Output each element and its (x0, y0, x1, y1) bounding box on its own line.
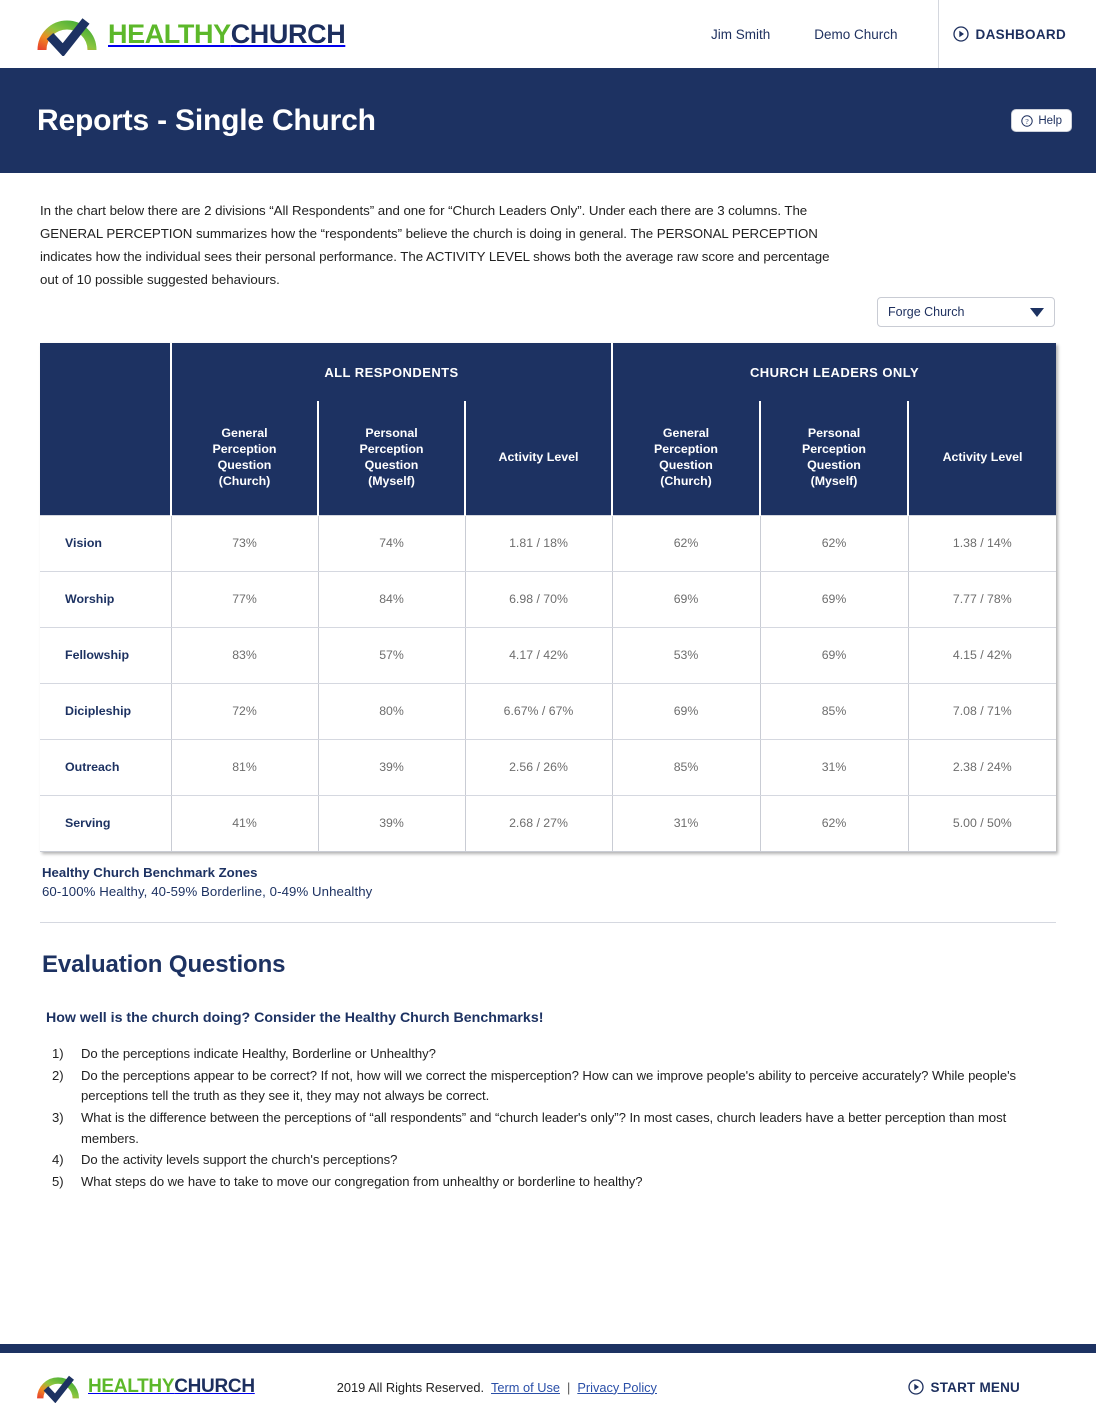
start-menu-button[interactable] (908, 1379, 1073, 1395)
start-menu-label: START MENU (930, 1379, 1020, 1395)
footer-copyright: 2019 All Rights Reserved. (336, 1379, 484, 1395)
evaluation-questions-subheading: How well is the church doing? Consider the Healthy Church Benchmarks! (46, 1009, 544, 1026)
church-select-row (40, 297, 1056, 327)
privacy-policy-link[interactable]: Privacy Policy (577, 1379, 657, 1395)
benchmark-ranges-text: 60-100% Healthy, 40-59% Borderline, 0-49% Unhealthy (42, 883, 373, 899)
brand-wordmark (108, 19, 345, 50)
subheader-all-activity-level (465, 401, 612, 515)
footer-brand-word-church: CHURCH (174, 1376, 255, 1397)
cell-vision-all-activity: 1.81 / 18% (465, 515, 612, 571)
subheader-line-1: General (662, 426, 710, 441)
row-label-serving: Serving (40, 795, 171, 851)
cell-serving-leaders-personal: 62% (760, 795, 908, 851)
cell-dicipleship-leaders-general: 69% (612, 683, 760, 739)
row-label-fellowship: Fellowship (40, 627, 171, 683)
report-table-head (40, 343, 1056, 515)
cell-serving-all-activity: 2.68 / 27% (465, 795, 612, 851)
cell-worship-all-activity: 6.98 / 70% (465, 571, 612, 627)
page-title: Reports - Single Church (37, 103, 376, 137)
table-row (40, 627, 1056, 683)
cell-fellowship-leaders-activity: 4.15 / 42% (908, 627, 1056, 683)
list-item: What steps do we have to take to move our congregation from unhealthy or borderline to healthy? (81, 1174, 643, 1190)
table-group-header-row (40, 343, 1056, 401)
church-select-dropdown[interactable] (877, 297, 1055, 327)
subheader-leaders-general-perception (612, 401, 760, 515)
subheader-line-2: Perception (801, 442, 867, 457)
page-header-bar (0, 68, 1096, 173)
evaluation-questions-list (40, 1044, 1056, 1193)
question-mark-circle-icon (1021, 115, 1033, 127)
terms-of-use-link[interactable]: Term of Use (491, 1379, 560, 1395)
benchmark-zones-section (40, 865, 1056, 899)
cell-worship-all-general: 77% (171, 571, 318, 627)
list-item: What is the difference between the perceptions of “all respondents” and “church leader's only”? In most cases, church leaders have a better perception than most members. (81, 1110, 1007, 1146)
cell-worship-leaders-general: 69% (612, 571, 760, 627)
cell-outreach-leaders-personal: 31% (760, 739, 908, 795)
cell-vision-leaders-personal: 62% (760, 515, 908, 571)
subheader-line-2: Perception (212, 442, 277, 457)
play-circle-icon (953, 26, 969, 42)
cell-fellowship-leaders-general: 53% (612, 627, 760, 683)
cell-fellowship-leaders-personal: 69% (760, 627, 908, 683)
subheader-line-3: Question (659, 458, 713, 473)
cell-fellowship-all-personal: 57% (318, 627, 465, 683)
gauge-checkmark-logo-icon (36, 12, 98, 56)
group-header-church-leaders-only: CHURCH LEADERS ONLY (612, 343, 1056, 401)
cell-serving-leaders-activity: 5.00 / 50% (908, 795, 1056, 851)
cell-outreach-all-personal: 39% (318, 739, 465, 795)
cell-outreach-all-general: 81% (171, 739, 318, 795)
table-row (40, 571, 1056, 627)
subheader-line-1: Personal (365, 426, 418, 441)
subheader-all-personal-perception (318, 401, 465, 515)
cell-worship-all-personal: 84% (318, 571, 465, 627)
subheader-leaders-personal-perception (760, 401, 908, 515)
table-subheader-row (40, 401, 1056, 515)
cell-vision-leaders-general: 62% (612, 515, 760, 571)
top-navigation-bar (0, 0, 1096, 68)
section-divider (40, 922, 1056, 923)
footer-link-separator: | (566, 1379, 571, 1395)
cell-dicipleship-all-personal: 80% (318, 683, 465, 739)
table-row (40, 683, 1056, 739)
play-circle-icon (908, 1379, 924, 1395)
evaluation-questions-heading: Evaluation Questions (42, 950, 286, 978)
subheader-line-2: Perception (653, 442, 719, 457)
row-label-worship: Worship (40, 571, 171, 627)
row-label-outreach: Outreach (40, 739, 171, 795)
subheader-line-3: Question (807, 458, 861, 473)
brand-logo-link[interactable] (36, 12, 345, 56)
report-table-wrapper (40, 343, 1056, 852)
church-select-value: Forge Church (888, 305, 965, 320)
footer-brand-word-healthy: HEALTHY (88, 1376, 175, 1397)
brand-word-healthy: HEALTHY (108, 18, 231, 49)
subheader-all-general-perception (171, 401, 318, 515)
main-content (0, 173, 1096, 1193)
cell-fellowship-all-activity: 4.17 / 42% (465, 627, 612, 683)
subheader-line-1: Activity Level (942, 450, 1023, 465)
benchmark-title: Healthy Church Benchmark Zones (42, 864, 258, 880)
gauge-checkmark-logo-icon (36, 1371, 80, 1403)
subheader-line-4: (Myself) (810, 474, 858, 489)
cell-worship-leaders-activity: 7.77 / 78% (908, 571, 1056, 627)
cell-outreach-leaders-activity: 2.38 / 24% (908, 739, 1056, 795)
table-row (40, 515, 1056, 571)
row-label-vision: Vision (40, 515, 171, 571)
list-item: Do the perceptions indicate Healthy, Borderline or Unhealthy? (81, 1045, 436, 1061)
nav-divider (938, 0, 939, 68)
cell-dicipleship-all-general: 72% (171, 683, 318, 739)
nav-link-user[interactable]: Jim Smith (711, 26, 771, 42)
footer-brand-wordmark (88, 1376, 255, 1398)
subheader-leaders-activity-level (908, 401, 1056, 515)
dashboard-button[interactable] (943, 26, 1096, 42)
subheader-line-2: Perception (359, 442, 424, 457)
row-label-dicipleship: Dicipleship (40, 683, 171, 739)
subheader-line-1: General (221, 426, 268, 441)
cell-dicipleship-all-activity: 6.67% / 67% (465, 683, 612, 739)
intro-paragraph: In the chart below there are 2 divisions “All Respondents” and one for “Church Leaders Only”. Under each there are 3 columns. The GENERAL PERCEPTION summarizes how the “respondents” believe the church is doing in general. The PERSONAL PERCEPTION indicates how the individual sees their personal performance. The ACTIVITY LEVEL shows both the average raw score and percentage out of 10 possible suggested behaviours. (40, 203, 830, 287)
report-table (40, 343, 1056, 852)
subheader-line-1: Activity Level (498, 450, 579, 465)
group-header-all-respondents: ALL RESPONDENTS (171, 343, 612, 401)
dashboard-label: DASHBOARD (975, 26, 1066, 42)
brand-word-church: CHURCH (230, 18, 346, 49)
help-label: Help (1038, 114, 1062, 127)
cell-serving-all-personal: 39% (318, 795, 465, 851)
svg-text:?: ? (1025, 116, 1030, 126)
table-row (40, 795, 1056, 851)
subheader-blank (40, 401, 171, 515)
subheader-line-1: Personal (807, 426, 861, 441)
subheader-line-4: (Myself) (368, 474, 415, 489)
page-footer (0, 1353, 1096, 1421)
table-row (40, 739, 1056, 795)
subheader-line-4: (Church) (218, 474, 271, 489)
list-item: Do the perceptions appear to be correct? If not, how will we correct the misperception? How can we improve people's ability to perceive accurately? While people's perceptions tell the truth as they see it, they may not always be correct. (81, 1067, 1017, 1104)
cell-dicipleship-leaders-activity: 7.08 / 71% (908, 683, 1056, 739)
cell-outreach-leaders-general: 85% (612, 739, 760, 795)
footer-brand-logo-link[interactable] (36, 1371, 255, 1403)
cell-vision-all-personal: 74% (318, 515, 465, 571)
report-table-body (40, 515, 1056, 851)
nav-link-church[interactable]: Demo Church (814, 26, 898, 42)
cell-vision-all-general: 73% (171, 515, 318, 571)
subheader-line-4: (Church) (660, 474, 712, 489)
cell-serving-all-general: 41% (171, 795, 318, 851)
chevron-down-icon (1030, 308, 1044, 317)
cell-worship-leaders-personal: 69% (760, 571, 908, 627)
cell-dicipleship-leaders-personal: 85% (760, 683, 908, 739)
table-corner-cell (40, 343, 171, 401)
subheader-line-3: Question (364, 458, 419, 473)
top-nav-right-group (689, 0, 1096, 68)
subheader-line-3: Question (217, 458, 272, 473)
help-button[interactable] (1011, 109, 1072, 132)
cell-fellowship-all-general: 83% (171, 627, 318, 683)
footer-legal-group (337, 1380, 657, 1395)
footer-top-rule (0, 1344, 1096, 1353)
list-item: Do the activity levels support the church's perceptions? (81, 1152, 398, 1168)
cell-outreach-all-activity: 2.56 / 26% (465, 739, 612, 795)
cell-vision-leaders-activity: 1.38 / 14% (908, 515, 1056, 571)
cell-serving-leaders-general: 31% (612, 795, 760, 851)
